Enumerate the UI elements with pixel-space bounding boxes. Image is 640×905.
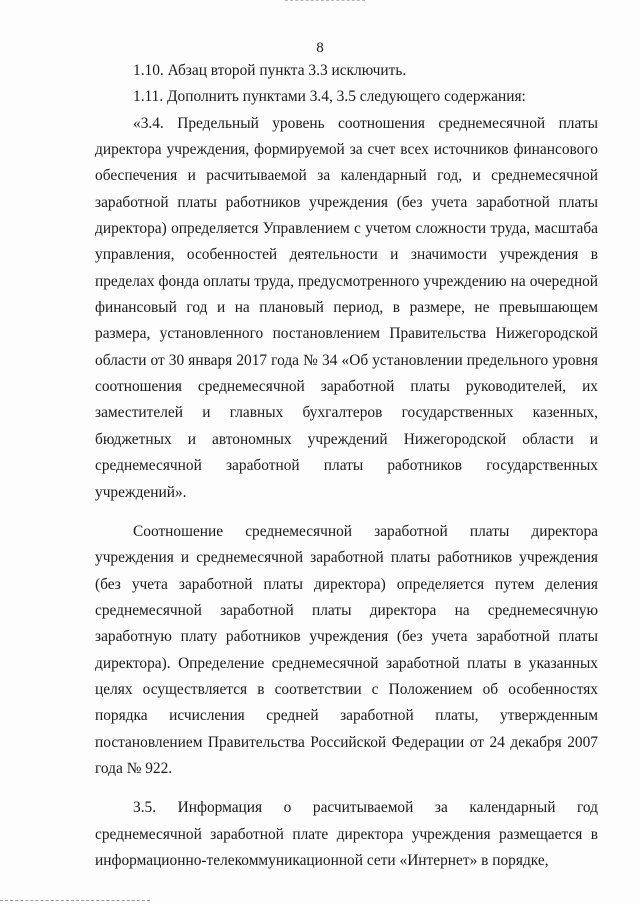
paragraph-ratio: Соотношение среднемесячной заработной платы директора учреждения и среднемесячной заработной платы работников учреждения (без учета заработной платы директора) определяется путем деления среднемесячной заработной платы директора на среднемесячную заработную плату работников учреждения (без учета заработной платы директора). Определение среднемесячной заработной платы в указанных целях осуществляется в соответствии с Положением об особенностях порядка исчисления средней заработной платы, утвержденным постановлением Правительства Российской Федерации от 24 декабря 2007 года № 922. <box>95 522 598 777</box>
paragraph-1-11: 1.11. Дополнить пунктами 3.4, 3.5 следующего содержания: <box>133 88 526 106</box>
paragraph-3-4: «3.4. Предельный уровень соотношения среднемесячной платы директора учреждения, формируемой за счет всех источников финансового обеспечения и расчитываемой за календарный год, и среднемесячной заработной платы работников учреждения (без учета заработной платы директора) определяется Управлением с учетом сложности труда, масштаба управления, особенностей деятельности и значимости учреждения в пределах фонда оплаты труда, предусмотренного учреждению на очередной финансовый год и на плановый период, в размере, не превышающем размера, установленного постановлением Правительства Нижегородской области от 30 января 2017 года № 34 «Об установлении предельного уровня соотношения среднемесячной заработной платы руководителей, их заместителей и главных бухгалтеров государственных казенных, бюджетных и автономных учреждений Нижегородской области и среднемесячной заработной платы работников государственных учреждений». <box>95 114 598 501</box>
document-body <box>95 58 598 874</box>
scan-artifact-bottom <box>0 898 150 901</box>
page-number: 8 <box>316 40 324 56</box>
paragraph-1-10: 1.10. Абзац второй пункта 3.3 исключить. <box>133 62 407 79</box>
scan-artifact-top <box>285 0 365 3</box>
paragraph-3-5: 3.5. Информация о расчитываемой за календарный год среднемесячной заработной плате директора учреждения размещается в информационно-телекоммуникационной сети «Интернет» в порядке, <box>95 799 598 869</box>
